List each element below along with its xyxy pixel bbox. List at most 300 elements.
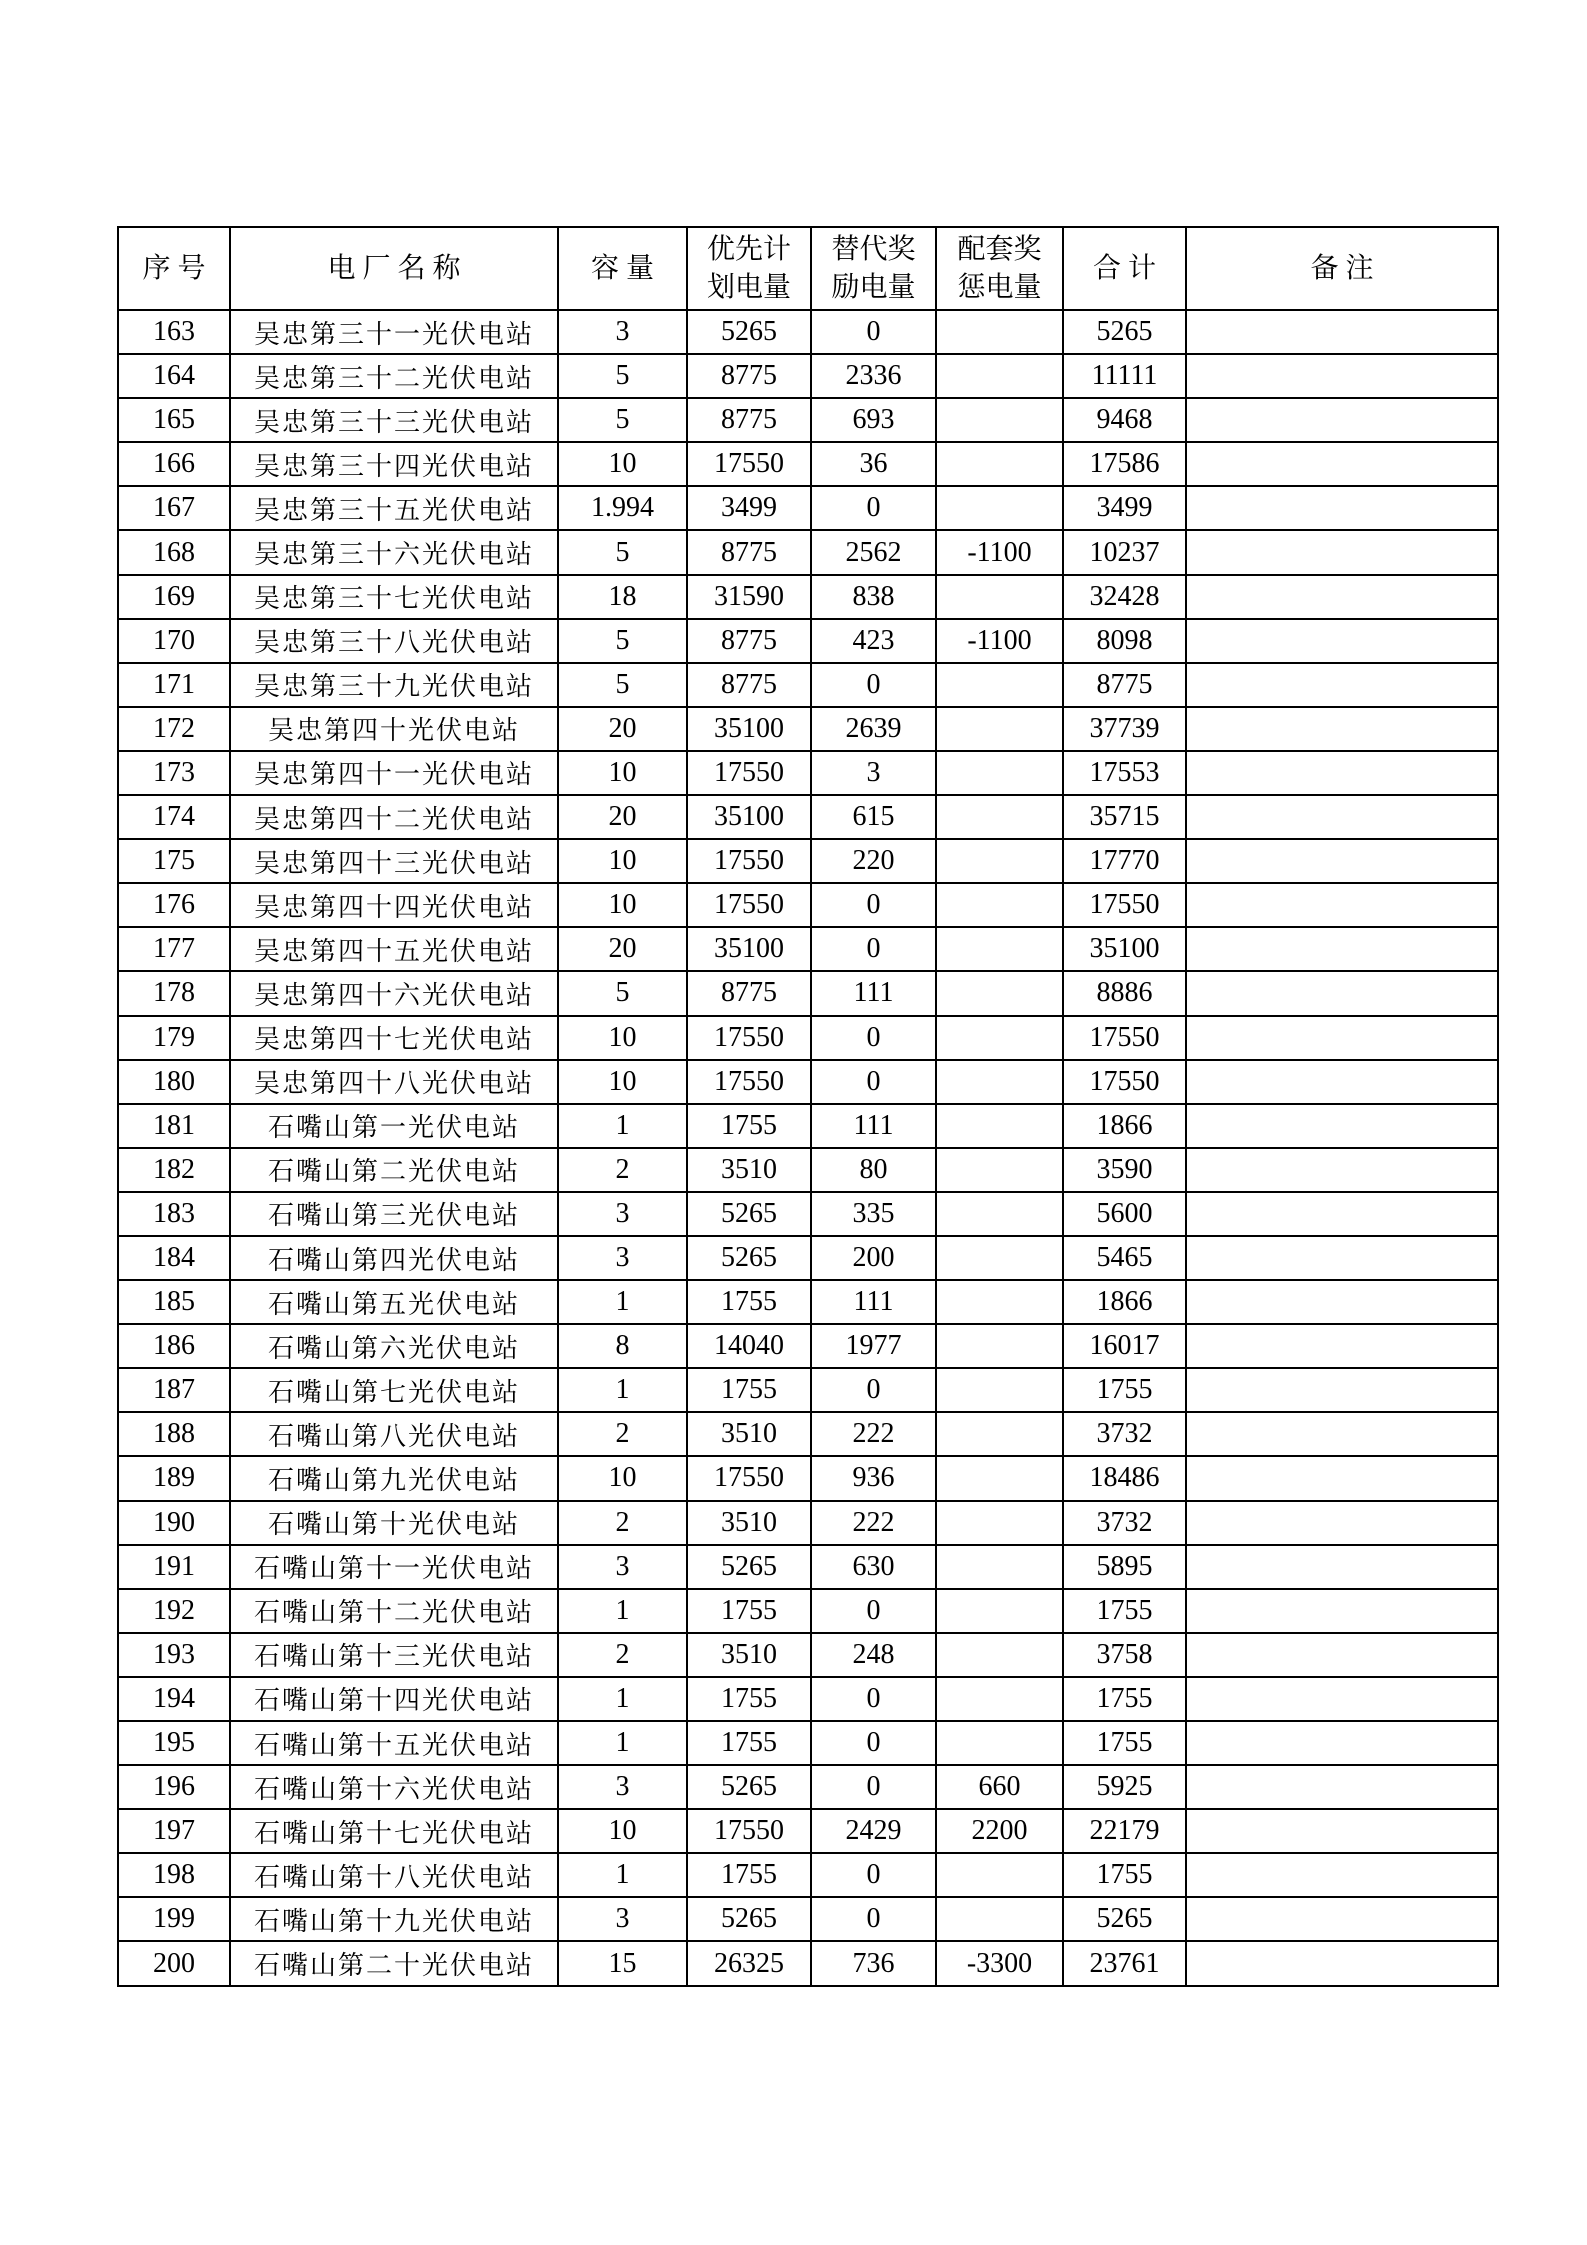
cell-total: 1755: [1063, 1677, 1186, 1721]
cell-serial: 179: [118, 1016, 230, 1060]
cell-total: 17770: [1063, 839, 1186, 883]
cell-plant-name: 吴忠第四十三光伏电站: [230, 839, 558, 883]
cell-capacity: 5: [558, 619, 687, 663]
cell-total: 37739: [1063, 707, 1186, 751]
cell-capacity: 3: [558, 1192, 687, 1236]
cell-supporting-reward-penalty-energy: -1100: [936, 530, 1063, 574]
cell-total: 8775: [1063, 663, 1186, 707]
cell-supporting-reward-penalty-energy: [936, 795, 1063, 839]
cell-supporting-reward-penalty-energy: [936, 1280, 1063, 1324]
cell-remarks: [1186, 310, 1498, 354]
cell-capacity: 1: [558, 1368, 687, 1412]
table-row: [118, 1853, 1498, 1897]
cell-substitute-reward-energy: 0: [811, 486, 936, 530]
cell-capacity: 18: [558, 575, 687, 619]
cell-remarks: [1186, 1456, 1498, 1500]
cell-plant-name: 吴忠第四十五光伏电站: [230, 927, 558, 971]
cell-plant-name: 石嘴山第十四光伏电站: [230, 1677, 558, 1721]
table-row: [118, 1016, 1498, 1060]
cell-priority-plan-energy: 8775: [687, 530, 811, 574]
table-row: [118, 486, 1498, 530]
table-row: [118, 1721, 1498, 1765]
cell-serial: 199: [118, 1897, 230, 1941]
cell-capacity: 3: [558, 1545, 687, 1589]
cell-serial: 168: [118, 530, 230, 574]
cell-serial: 197: [118, 1809, 230, 1853]
table-row: [118, 839, 1498, 883]
cell-priority-plan-energy: 8775: [687, 354, 811, 398]
cell-total: 1866: [1063, 1104, 1186, 1148]
cell-supporting-reward-penalty-energy: [936, 1897, 1063, 1941]
cell-plant-name: 石嘴山第十三光伏电站: [230, 1633, 558, 1677]
cell-capacity: 10: [558, 883, 687, 927]
table-row: [118, 1809, 1498, 1853]
cell-capacity: 5: [558, 663, 687, 707]
cell-substitute-reward-energy: 111: [811, 971, 936, 1015]
cell-supporting-reward-penalty-energy: [936, 1545, 1063, 1589]
cell-total: 17550: [1063, 1016, 1186, 1060]
table-row: [118, 398, 1498, 442]
cell-total: 11111: [1063, 354, 1186, 398]
cell-plant-name: 石嘴山第十九光伏电站: [230, 1897, 558, 1941]
cell-total: 1755: [1063, 1589, 1186, 1633]
cell-substitute-reward-energy: 111: [811, 1280, 936, 1324]
col-header-capacity: 容 量: [558, 227, 687, 310]
cell-supporting-reward-penalty-energy: [936, 883, 1063, 927]
cell-priority-plan-energy: 3510: [687, 1501, 811, 1545]
cell-total: 1755: [1063, 1721, 1186, 1765]
cell-substitute-reward-energy: 838: [811, 575, 936, 619]
cell-remarks: [1186, 1104, 1498, 1148]
cell-remarks: [1186, 1633, 1498, 1677]
cell-remarks: [1186, 619, 1498, 663]
cell-priority-plan-energy: 17550: [687, 883, 811, 927]
cell-substitute-reward-energy: 0: [811, 663, 936, 707]
cell-substitute-reward-energy: 936: [811, 1456, 936, 1500]
cell-capacity: 10: [558, 1060, 687, 1104]
cell-priority-plan-energy: 3510: [687, 1412, 811, 1456]
cell-priority-plan-energy: 3510: [687, 1148, 811, 1192]
header-line: 划电量: [706, 271, 791, 303]
cell-serial: 187: [118, 1368, 230, 1412]
cell-capacity: 1: [558, 1589, 687, 1633]
table-row: [118, 971, 1498, 1015]
cell-substitute-reward-energy: 0: [811, 927, 936, 971]
cell-serial: 196: [118, 1765, 230, 1809]
cell-plant-name: 石嘴山第六光伏电站: [230, 1324, 558, 1368]
cell-total: 5925: [1063, 1765, 1186, 1809]
cell-capacity: 20: [558, 707, 687, 751]
cell-capacity: 2: [558, 1501, 687, 1545]
cell-remarks: [1186, 1501, 1498, 1545]
header-row: [118, 227, 1498, 310]
table-row: [118, 1280, 1498, 1324]
cell-total: 17550: [1063, 1060, 1186, 1104]
cell-priority-plan-energy: 1755: [687, 1677, 811, 1721]
cell-substitute-reward-energy: 200: [811, 1236, 936, 1280]
table-row: [118, 751, 1498, 795]
cell-plant-name: 石嘴山第十六光伏电站: [230, 1765, 558, 1809]
cell-substitute-reward-energy: 0: [811, 1853, 936, 1897]
cell-capacity: 1: [558, 1853, 687, 1897]
cell-supporting-reward-penalty-energy: [936, 486, 1063, 530]
cell-total: 17553: [1063, 751, 1186, 795]
table-body: [118, 310, 1498, 1986]
cell-supporting-reward-penalty-energy: [936, 1192, 1063, 1236]
cell-total: 18486: [1063, 1456, 1186, 1500]
table-row: [118, 1104, 1498, 1148]
table-row: [118, 1060, 1498, 1104]
cell-substitute-reward-energy: 0: [811, 1016, 936, 1060]
cell-total: 5465: [1063, 1236, 1186, 1280]
cell-supporting-reward-penalty-energy: [936, 1633, 1063, 1677]
cell-serial: 181: [118, 1104, 230, 1148]
cell-plant-name: 吴忠第四十六光伏电站: [230, 971, 558, 1015]
table-row: [118, 927, 1498, 971]
cell-serial: 188: [118, 1412, 230, 1456]
cell-capacity: 1: [558, 1104, 687, 1148]
cell-substitute-reward-energy: 3: [811, 751, 936, 795]
cell-supporting-reward-penalty-energy: [936, 1589, 1063, 1633]
cell-supporting-reward-penalty-energy: [936, 751, 1063, 795]
cell-priority-plan-energy: 5265: [687, 1765, 811, 1809]
cell-serial: 186: [118, 1324, 230, 1368]
cell-priority-plan-energy: 3499: [687, 486, 811, 530]
cell-priority-plan-energy: 31590: [687, 575, 811, 619]
cell-plant-name: 石嘴山第七光伏电站: [230, 1368, 558, 1412]
col-header-supporting-reward-penalty-energy: [936, 227, 1063, 310]
cell-plant-name: 石嘴山第三光伏电站: [230, 1192, 558, 1236]
cell-substitute-reward-energy: 2562: [811, 530, 936, 574]
table-row: [118, 1192, 1498, 1236]
cell-capacity: 1: [558, 1677, 687, 1721]
cell-capacity: 10: [558, 442, 687, 486]
cell-substitute-reward-energy: 0: [811, 1368, 936, 1412]
col-header-remarks: 备 注: [1186, 227, 1498, 310]
table-row: [118, 1941, 1498, 1985]
table-row: [118, 619, 1498, 663]
cell-capacity: 10: [558, 1016, 687, 1060]
cell-serial: 166: [118, 442, 230, 486]
cell-total: 35100: [1063, 927, 1186, 971]
cell-capacity: 5: [558, 971, 687, 1015]
cell-total: 5265: [1063, 310, 1186, 354]
cell-remarks: [1186, 1060, 1498, 1104]
cell-supporting-reward-penalty-energy: [936, 1368, 1063, 1412]
col-header-substitute-reward-energy: [811, 227, 936, 310]
cell-supporting-reward-penalty-energy: [936, 707, 1063, 751]
table-row: [118, 442, 1498, 486]
cell-capacity: 20: [558, 927, 687, 971]
cell-remarks: [1186, 1368, 1498, 1412]
cell-remarks: [1186, 971, 1498, 1015]
col-header-priority-plan-energy: [687, 227, 811, 310]
cell-serial: 171: [118, 663, 230, 707]
cell-serial: 165: [118, 398, 230, 442]
cell-substitute-reward-energy: 111: [811, 1104, 936, 1148]
cell-supporting-reward-penalty-energy: [936, 398, 1063, 442]
cell-serial: 164: [118, 354, 230, 398]
table-row: [118, 310, 1498, 354]
cell-substitute-reward-energy: 0: [811, 1765, 936, 1809]
cell-priority-plan-energy: 1755: [687, 1589, 811, 1633]
header-line: 优先计: [706, 233, 791, 265]
table-row: [118, 575, 1498, 619]
cell-remarks: [1186, 575, 1498, 619]
cell-plant-name: 石嘴山第二光伏电站: [230, 1148, 558, 1192]
cell-capacity: 5: [558, 530, 687, 574]
cell-remarks: [1186, 1016, 1498, 1060]
cell-supporting-reward-penalty-energy: [936, 839, 1063, 883]
cell-capacity: 1: [558, 1721, 687, 1765]
cell-capacity: 5: [558, 354, 687, 398]
cell-substitute-reward-energy: 0: [811, 1677, 936, 1721]
cell-capacity: 15: [558, 1941, 687, 1985]
cell-supporting-reward-penalty-energy: [936, 1501, 1063, 1545]
cell-remarks: [1186, 751, 1498, 795]
cell-serial: 175: [118, 839, 230, 883]
cell-supporting-reward-penalty-energy: [936, 971, 1063, 1015]
cell-plant-name: 吴忠第四十光伏电站: [230, 707, 558, 751]
cell-remarks: [1186, 1192, 1498, 1236]
cell-remarks: [1186, 442, 1498, 486]
cell-plant-name: 石嘴山第四光伏电站: [230, 1236, 558, 1280]
cell-remarks: [1186, 1324, 1498, 1368]
cell-total: 3732: [1063, 1501, 1186, 1545]
cell-priority-plan-energy: 35100: [687, 795, 811, 839]
cell-remarks: [1186, 530, 1498, 574]
cell-remarks: [1186, 883, 1498, 927]
table-row: [118, 1236, 1498, 1280]
cell-supporting-reward-penalty-energy: [936, 1060, 1063, 1104]
cell-capacity: 2: [558, 1148, 687, 1192]
cell-total: 3758: [1063, 1633, 1186, 1677]
cell-substitute-reward-energy: 736: [811, 1941, 936, 1985]
table-row: [118, 1412, 1498, 1456]
table-row: [118, 1456, 1498, 1500]
cell-substitute-reward-energy: 0: [811, 883, 936, 927]
cell-plant-name: 吴忠第三十九光伏电站: [230, 663, 558, 707]
cell-plant-name: 石嘴山第十光伏电站: [230, 1501, 558, 1545]
cell-serial: 172: [118, 707, 230, 751]
cell-total: 17550: [1063, 883, 1186, 927]
cell-plant-name: 石嘴山第一光伏电站: [230, 1104, 558, 1148]
cell-priority-plan-energy: 17550: [687, 1456, 811, 1500]
cell-capacity: 10: [558, 1809, 687, 1853]
cell-serial: 167: [118, 486, 230, 530]
cell-total: 8098: [1063, 619, 1186, 663]
cell-serial: 193: [118, 1633, 230, 1677]
cell-plant-name: 吴忠第三十一光伏电站: [230, 310, 558, 354]
cell-supporting-reward-penalty-energy: [936, 575, 1063, 619]
cell-remarks: [1186, 1412, 1498, 1456]
cell-plant-name: 吴忠第三十五光伏电站: [230, 486, 558, 530]
table-row: [118, 1545, 1498, 1589]
cell-plant-name: 石嘴山第二十光伏电站: [230, 1941, 558, 1985]
cell-plant-name: 石嘴山第十一光伏电站: [230, 1545, 558, 1589]
cell-serial: 184: [118, 1236, 230, 1280]
table-row: [118, 1589, 1498, 1633]
cell-total: 35715: [1063, 795, 1186, 839]
cell-serial: 178: [118, 971, 230, 1015]
cell-capacity: 2: [558, 1633, 687, 1677]
cell-priority-plan-energy: 35100: [687, 707, 811, 751]
cell-total: 10237: [1063, 530, 1186, 574]
cell-remarks: [1186, 1280, 1498, 1324]
col-header-serial: 序 号: [118, 227, 230, 310]
cell-substitute-reward-energy: 248: [811, 1633, 936, 1677]
col-header-total: 合 计: [1063, 227, 1186, 310]
cell-remarks: [1186, 1677, 1498, 1721]
col-header-plant-name: 电 厂 名 称: [230, 227, 558, 310]
cell-remarks: [1186, 1765, 1498, 1809]
cell-capacity: 10: [558, 1456, 687, 1500]
cell-remarks: [1186, 354, 1498, 398]
cell-priority-plan-energy: 26325: [687, 1941, 811, 1985]
table-row: [118, 663, 1498, 707]
cell-serial: 169: [118, 575, 230, 619]
table-row: [118, 707, 1498, 751]
cell-remarks: [1186, 1236, 1498, 1280]
cell-supporting-reward-penalty-energy: [936, 663, 1063, 707]
cell-substitute-reward-energy: 2336: [811, 354, 936, 398]
cell-plant-name: 吴忠第四十八光伏电站: [230, 1060, 558, 1104]
cell-remarks: [1186, 1897, 1498, 1941]
cell-plant-name: 吴忠第三十七光伏电站: [230, 575, 558, 619]
cell-priority-plan-energy: 8775: [687, 619, 811, 663]
cell-substitute-reward-energy: 1977: [811, 1324, 936, 1368]
cell-substitute-reward-energy: 220: [811, 839, 936, 883]
cell-serial: 198: [118, 1853, 230, 1897]
cell-serial: 192: [118, 1589, 230, 1633]
cell-serial: 163: [118, 310, 230, 354]
cell-total: 22179: [1063, 1809, 1186, 1853]
cell-total: 3732: [1063, 1412, 1186, 1456]
cell-substitute-reward-energy: 423: [811, 619, 936, 663]
cell-serial: 194: [118, 1677, 230, 1721]
cell-supporting-reward-penalty-energy: [936, 1853, 1063, 1897]
cell-capacity: 5: [558, 398, 687, 442]
cell-priority-plan-energy: 5265: [687, 1236, 811, 1280]
cell-capacity: 10: [558, 751, 687, 795]
cell-plant-name: 吴忠第四十二光伏电站: [230, 795, 558, 839]
table-row: [118, 1765, 1498, 1809]
cell-priority-plan-energy: 5265: [687, 1545, 811, 1589]
cell-serial: 185: [118, 1280, 230, 1324]
cell-substitute-reward-energy: 0: [811, 1060, 936, 1104]
cell-remarks: [1186, 927, 1498, 971]
cell-capacity: 3: [558, 1236, 687, 1280]
cell-serial: 191: [118, 1545, 230, 1589]
cell-supporting-reward-penalty-energy: -1100: [936, 619, 1063, 663]
cell-serial: 189: [118, 1456, 230, 1500]
cell-supporting-reward-penalty-energy: [936, 927, 1063, 971]
cell-total: 1866: [1063, 1280, 1186, 1324]
cell-remarks: [1186, 663, 1498, 707]
cell-priority-plan-energy: 17550: [687, 1016, 811, 1060]
cell-supporting-reward-penalty-energy: [936, 1104, 1063, 1148]
cell-supporting-reward-penalty-energy: [936, 1324, 1063, 1368]
cell-substitute-reward-energy: 693: [811, 398, 936, 442]
cell-total: 17586: [1063, 442, 1186, 486]
cell-plant-name: 石嘴山第五光伏电站: [230, 1280, 558, 1324]
cell-capacity: 3: [558, 310, 687, 354]
cell-remarks: [1186, 398, 1498, 442]
cell-remarks: [1186, 1589, 1498, 1633]
cell-capacity: 2: [558, 1412, 687, 1456]
cell-supporting-reward-penalty-energy: -3300: [936, 1941, 1063, 1985]
table-row: [118, 1368, 1498, 1412]
cell-serial: 173: [118, 751, 230, 795]
power-plant-energy-table: [117, 226, 1499, 1987]
cell-priority-plan-energy: 5265: [687, 310, 811, 354]
cell-substitute-reward-energy: 0: [811, 310, 936, 354]
cell-priority-plan-energy: 5265: [687, 1897, 811, 1941]
cell-priority-plan-energy: 1755: [687, 1104, 811, 1148]
cell-total: 9468: [1063, 398, 1186, 442]
cell-total: 5600: [1063, 1192, 1186, 1236]
cell-priority-plan-energy: 5265: [687, 1192, 811, 1236]
cell-remarks: [1186, 707, 1498, 751]
cell-supporting-reward-penalty-energy: [936, 1236, 1063, 1280]
cell-remarks: [1186, 795, 1498, 839]
cell-serial: 182: [118, 1148, 230, 1192]
cell-plant-name: 石嘴山第九光伏电站: [230, 1456, 558, 1500]
table-row: [118, 1148, 1498, 1192]
cell-priority-plan-energy: 8775: [687, 663, 811, 707]
cell-priority-plan-energy: 17550: [687, 751, 811, 795]
cell-plant-name: 石嘴山第十七光伏电站: [230, 1809, 558, 1853]
cell-capacity: 1.994: [558, 486, 687, 530]
cell-total: 1755: [1063, 1853, 1186, 1897]
cell-total: 3590: [1063, 1148, 1186, 1192]
cell-substitute-reward-energy: 222: [811, 1412, 936, 1456]
table-row: [118, 354, 1498, 398]
cell-plant-name: 吴忠第三十六光伏电站: [230, 530, 558, 574]
cell-remarks: [1186, 1941, 1498, 1985]
table-header: [118, 227, 1498, 310]
cell-plant-name: 吴忠第三十二光伏电站: [230, 354, 558, 398]
cell-serial: 177: [118, 927, 230, 971]
cell-total: 16017: [1063, 1324, 1186, 1368]
cell-total: 5895: [1063, 1545, 1186, 1589]
cell-plant-name: 石嘴山第十二光伏电站: [230, 1589, 558, 1633]
cell-supporting-reward-penalty-energy: [936, 310, 1063, 354]
cell-total: 5265: [1063, 1897, 1186, 1941]
cell-priority-plan-energy: 35100: [687, 927, 811, 971]
table-row: [118, 1633, 1498, 1677]
cell-serial: 176: [118, 883, 230, 927]
cell-priority-plan-energy: 1755: [687, 1368, 811, 1412]
table-row: [118, 1501, 1498, 1545]
table-row: [118, 1324, 1498, 1368]
cell-priority-plan-energy: 17550: [687, 442, 811, 486]
cell-total: 1755: [1063, 1368, 1186, 1412]
cell-remarks: [1186, 1721, 1498, 1765]
cell-serial: 170: [118, 619, 230, 663]
table-row: [118, 795, 1498, 839]
header-line: 惩电量: [957, 271, 1042, 303]
cell-plant-name: 吴忠第三十八光伏电站: [230, 619, 558, 663]
cell-total: 23761: [1063, 1941, 1186, 1985]
cell-capacity: 1: [558, 1280, 687, 1324]
cell-supporting-reward-penalty-energy: [936, 354, 1063, 398]
cell-supporting-reward-penalty-energy: [936, 1016, 1063, 1060]
cell-substitute-reward-energy: 80: [811, 1148, 936, 1192]
cell-priority-plan-energy: 1755: [687, 1721, 811, 1765]
cell-serial: 174: [118, 795, 230, 839]
cell-substitute-reward-energy: 0: [811, 1721, 936, 1765]
